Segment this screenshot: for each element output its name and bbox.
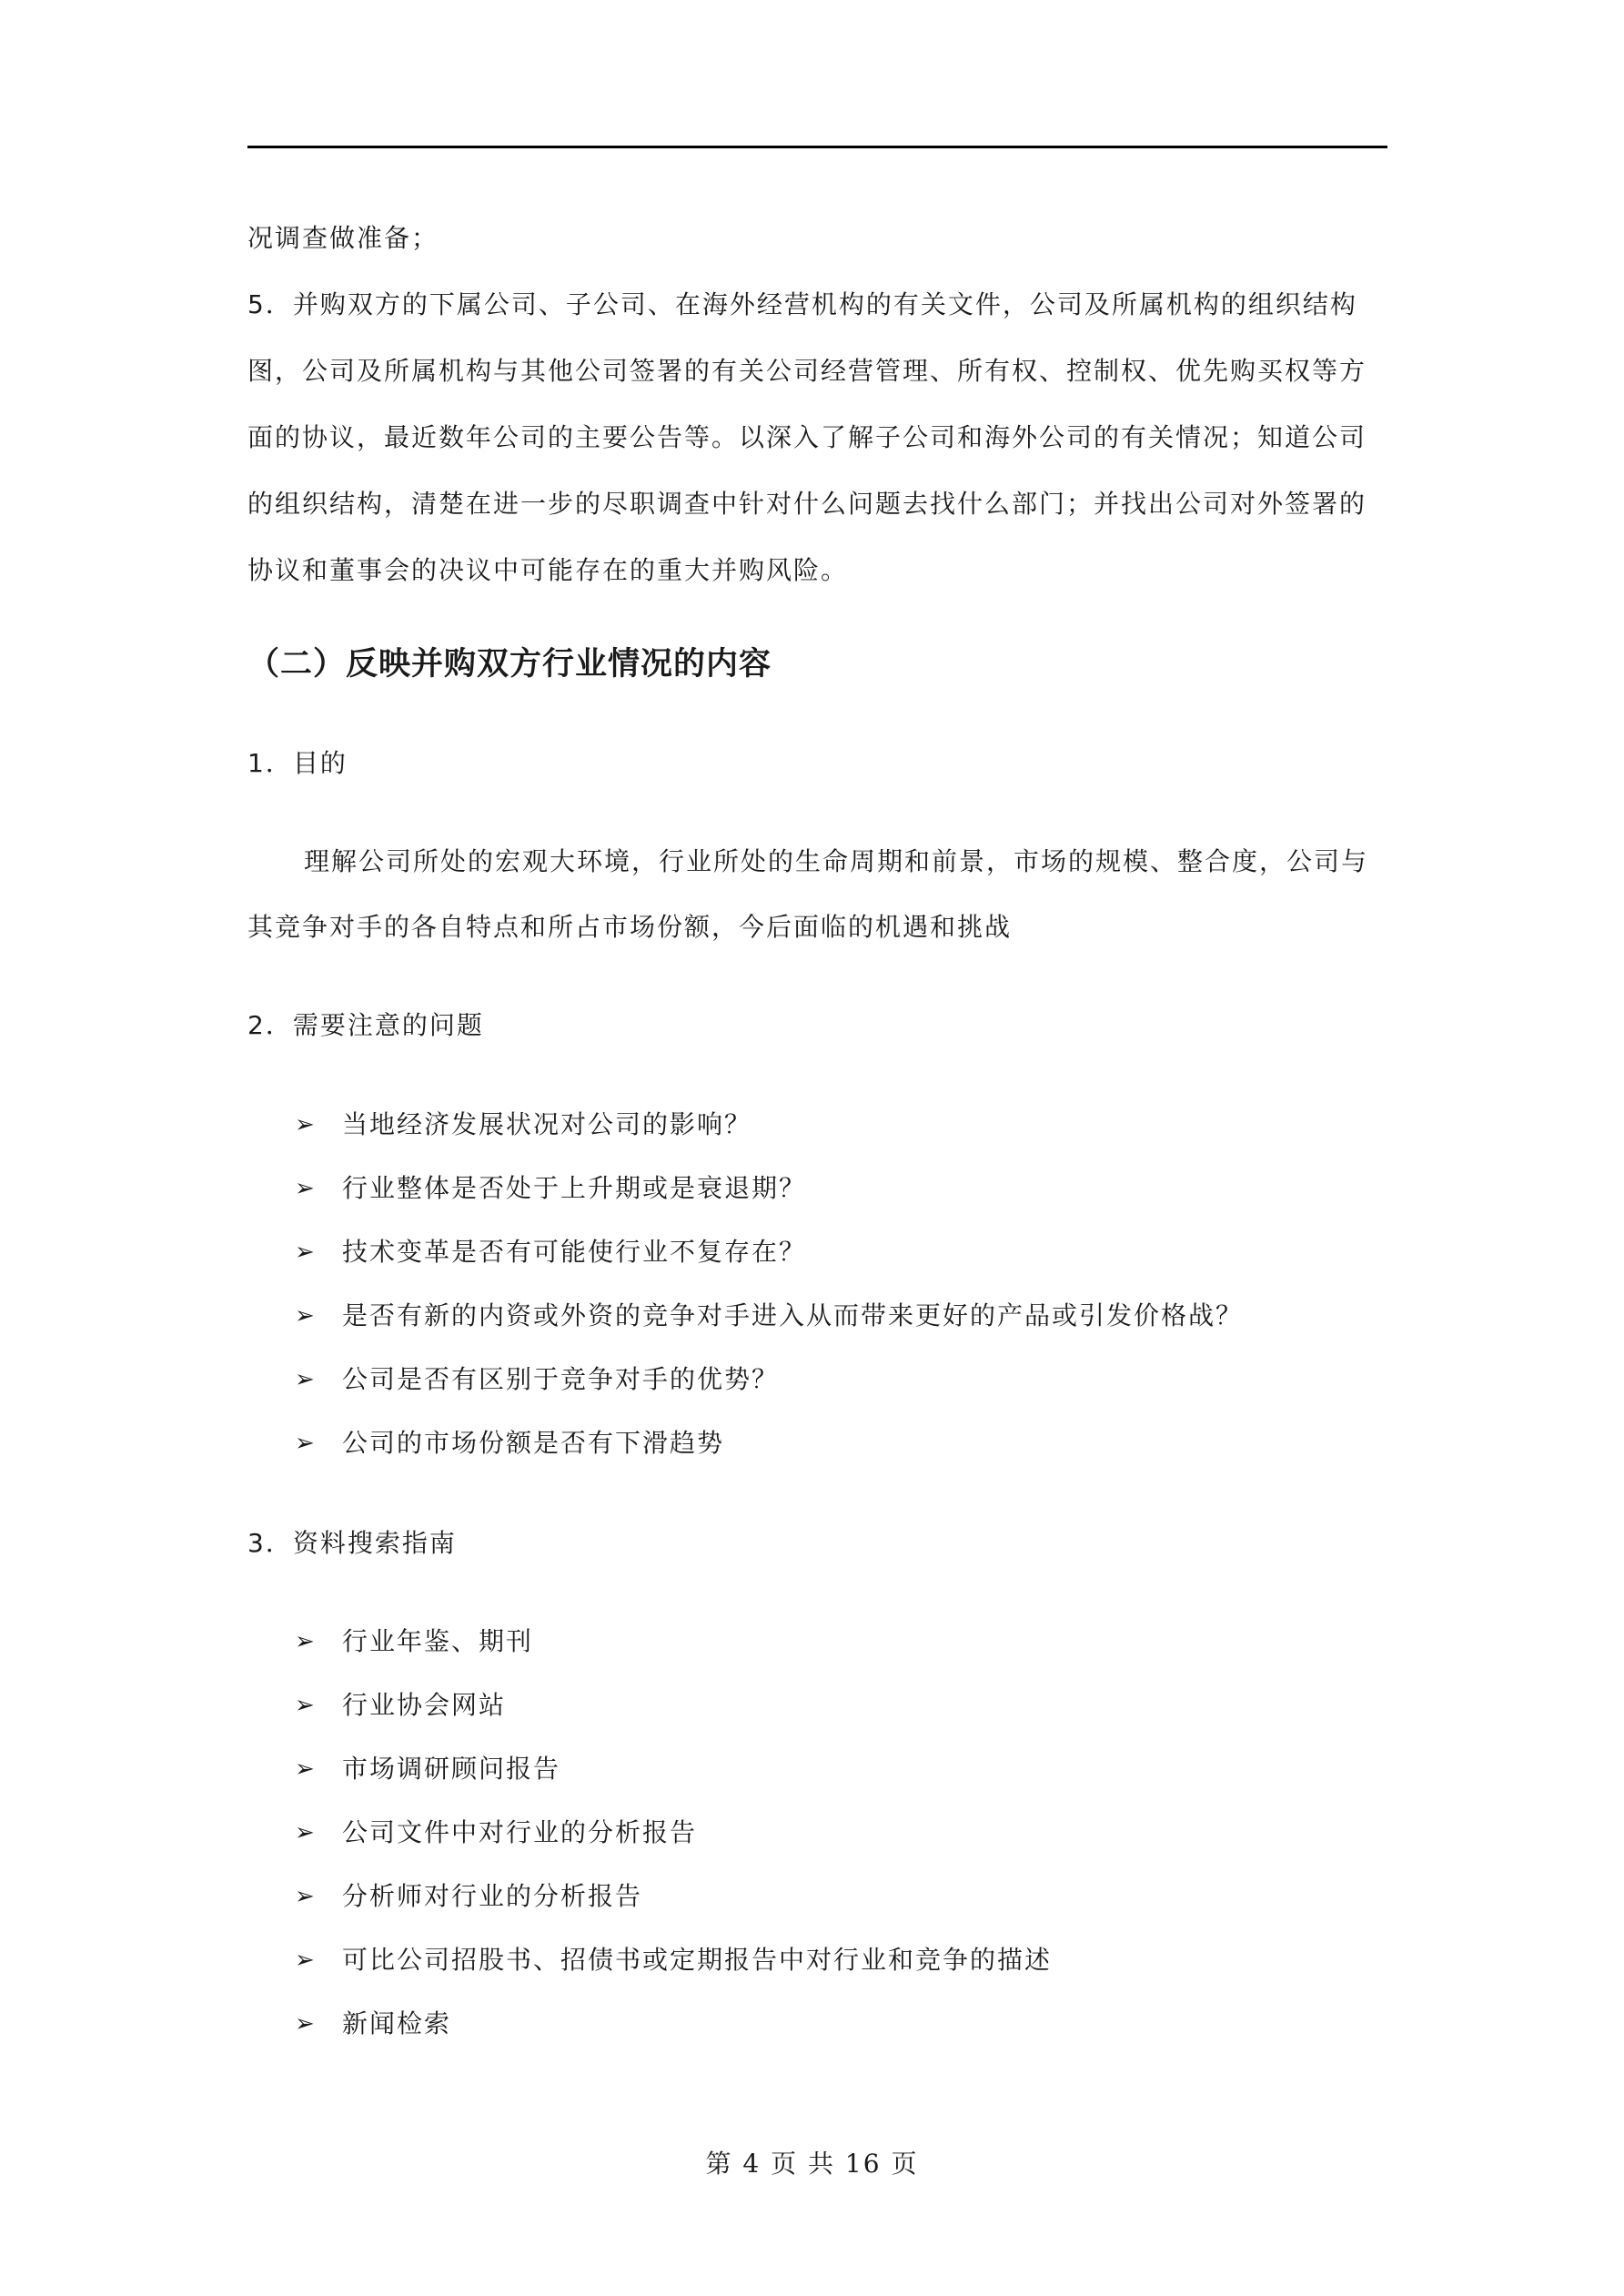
issues-list xyxy=(247,1093,1387,1475)
list-item: ➢ 新闻检索 xyxy=(247,1992,1387,2056)
list-item: ➢ 技术变革是否有可能使行业不复存在？ xyxy=(247,1220,1387,1284)
list-item: ➢ 市场调研顾问报告 xyxy=(247,1737,1387,1801)
paragraph-item-5: 5．并购双方的下属公司、子公司、在海外经营机构的有关文件，公司及所属机构的组织结构图，公司及所属机构与其他公司签署的有关公司经营管理、所有权、控制权、优先购买权等方面的协议，最近数年公司的主要公告等。以深入了解子公司和海外公司的有关情况；知道公司的组织结构，清楚在进一步的尽职调查中针对什么问题去找什么部门；并找出公司对外签署的协议和董事会的决议中可能存在的重大并购风险。 xyxy=(247,289,1367,585)
arrow-bullet-icon: ➢ xyxy=(295,1628,315,1655)
page-content xyxy=(247,205,1387,2056)
list-item: ➢ 当地经济发展状况对公司的影响？ xyxy=(247,1093,1387,1157)
arrow-bullet-icon: ➢ xyxy=(295,1430,315,1457)
arrow-bullet-icon: ➢ xyxy=(295,1302,315,1330)
header-rule xyxy=(247,146,1387,148)
paragraph-continuation: 况调查做准备； xyxy=(247,223,439,253)
list-item: ➢ 可比公司招股书、招债书或定期报告中对行业和竞争的描述 xyxy=(247,1928,1387,1992)
arrow-bullet-icon: ➢ xyxy=(295,1692,315,1719)
page-number: 第 4 页 共 16 页 xyxy=(705,2149,919,2179)
list-item: ➢ 行业年鉴、期刊 xyxy=(247,1610,1387,1674)
arrow-bullet-icon: ➢ xyxy=(295,1819,315,1846)
heading-issues: 2．需要注意的问题 xyxy=(247,1010,484,1040)
list-item: ➢ 公司文件中对行业的分析报告 xyxy=(247,1801,1387,1865)
arrow-bullet-icon: ➢ xyxy=(295,1883,315,1910)
list-item: ➢ 行业整体是否处于上升期或是衰退期？ xyxy=(247,1157,1387,1220)
arrow-bullet-icon: ➢ xyxy=(295,1239,315,1266)
arrow-bullet-icon: ➢ xyxy=(295,1366,315,1393)
section-heading: （二）反映并购双方行业情况的内容 xyxy=(247,646,772,683)
arrow-bullet-icon: ➢ xyxy=(295,1755,315,1783)
list-item: ➢ 分析师对行业的分析报告 xyxy=(247,1865,1387,1928)
list-item: ➢ 是否有新的内资或外资的竞争对手进入从而带来更好的产品或引发价格战？ xyxy=(247,1284,1387,1348)
arrow-bullet-icon: ➢ xyxy=(295,2010,315,2038)
arrow-bullet-icon: ➢ xyxy=(295,1947,315,1974)
sources-list xyxy=(247,1610,1387,2056)
list-item: ➢ 公司是否有区别于竞争对手的优势？ xyxy=(247,1348,1387,1411)
arrow-bullet-icon: ➢ xyxy=(295,1111,315,1138)
arrow-bullet-icon: ➢ xyxy=(295,1175,315,1202)
list-item: ➢ 行业协会网站 xyxy=(247,1674,1387,1737)
heading-purpose: 1．目的 xyxy=(247,748,348,778)
paragraph-purpose: 理解公司所处的宏观大环境，行业所处的生命周期和前景，市场的规模、整合度，公司与其竞争对手的各自特点和所占市场份额，今后面临的机遇和挑战 xyxy=(247,846,1369,942)
heading-sources: 3．资料搜索指南 xyxy=(247,1528,457,1558)
list-item: ➢ 公司的市场份额是否有下滑趋势 xyxy=(247,1411,1387,1475)
